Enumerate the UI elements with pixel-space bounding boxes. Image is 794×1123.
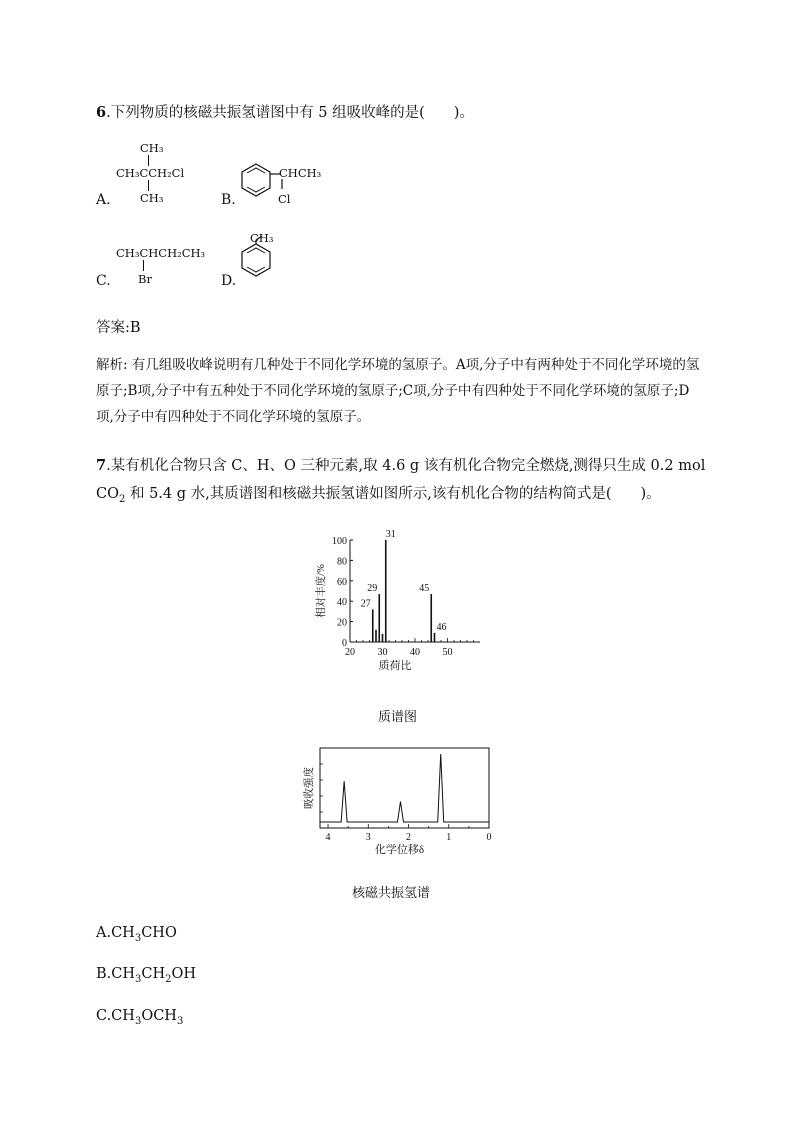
benzene-ring-icon — [242, 164, 270, 196]
x-tick-label: 2 — [406, 832, 412, 843]
y-tick-label: 40 — [337, 597, 347, 609]
x-tick-label: 1 — [446, 832, 452, 843]
y-tick-label: 100 — [332, 536, 347, 547]
x-axis-label: 化学位移δ — [374, 844, 425, 856]
option-c-label: C. — [96, 273, 111, 289]
option-c-main: CH₃CHCH₂CH₃ — [116, 246, 206, 260]
y-axis-label: 相对丰度/% — [316, 564, 327, 618]
peak-label: 31 — [385, 529, 396, 540]
option-b-label: B. — [221, 192, 236, 208]
subscript: 3 — [134, 1015, 142, 1027]
option-text: CHO — [141, 925, 177, 941]
option-text: CH — [141, 966, 166, 982]
option-text: C.CH — [96, 1008, 135, 1024]
y-tick-label: 20 — [337, 617, 347, 629]
question-6-stem — [96, 101, 474, 122]
subscript: 3 — [135, 973, 142, 985]
answer: 答案:B — [96, 320, 141, 336]
x-tick-label: 20 — [345, 647, 355, 658]
nmr-spectrum-chart — [300, 740, 500, 860]
q7-option-c — [96, 1008, 183, 1027]
explanation: 解析: 有几组吸收峰说明有几种处于不同化学环境的氢原子。A项,分子中有两种处于不同化学环境的氢原子;B项,分子中有五种处于不同化学环境的氢原子;C项,分子中有四种处于不同化学环境的氢原子;D项,分子中有四种处于不同化学环境的氢原子。 — [96, 357, 700, 425]
q7-option-a — [96, 925, 177, 944]
benzene-ring-icon — [242, 244, 270, 276]
spectrum-line — [320, 754, 489, 822]
q7-option-b — [96, 966, 196, 985]
methyl-top: CH₃ — [140, 141, 164, 155]
main-chain: CH₃CCH₂Cl — [116, 166, 185, 180]
x-tick-label: 0 — [486, 832, 492, 843]
question-text-cont: 和 5.4 g 水,其质谱图和核磁共振氢谱如图所示,该有机化合物的结构简式是( )。 — [125, 486, 661, 502]
option-c-bond — [143, 260, 144, 271]
question-7-stem-line1 — [96, 454, 705, 475]
y-axis-label: 吸收强度 — [304, 767, 315, 809]
mass-spectrum-caption: 质谱图 — [378, 710, 418, 725]
option-text: OH — [171, 966, 197, 982]
subscript: 3 — [176, 1015, 184, 1027]
option-d-label: D. — [221, 273, 237, 289]
option-b-sub: Cl — [278, 192, 291, 206]
subscript: 2 — [118, 493, 126, 505]
y-tick-label: 0 — [342, 638, 347, 649]
question-7-stem-line2 — [96, 482, 661, 505]
option-c-sub: Br — [138, 272, 152, 286]
question-number: 7 — [96, 457, 107, 474]
x-tick-label: 40 — [410, 647, 420, 658]
question-text: .下列物质的核磁共振氢谱图中有 5 组吸收峰的是( )。 — [106, 105, 474, 121]
x-tick-label: 30 — [377, 647, 388, 658]
question-number: 6 — [96, 104, 107, 121]
x-tick-label: 50 — [442, 647, 453, 658]
y-tick-label: 80 — [337, 556, 347, 568]
subscript: 2 — [165, 973, 172, 985]
option-text: B.CH — [96, 966, 136, 982]
option-text: A.CH — [96, 925, 135, 941]
y-tick-label: 60 — [337, 576, 347, 588]
x-tick-label: 4 — [325, 832, 331, 843]
subscript: 3 — [134, 932, 142, 944]
co2-formula: CO — [96, 486, 119, 502]
plot-frame — [320, 748, 489, 828]
peak-label: 46 — [436, 621, 447, 633]
mass-spectrum-chart — [300, 522, 500, 682]
option-a-structure — [116, 138, 216, 208]
methyl-bottom: CH₃ — [140, 191, 164, 205]
nmr-spectrum-caption: 核磁共振氢谱 — [352, 886, 431, 901]
x-tick-label: 3 — [365, 832, 371, 843]
peak-label: 29 — [367, 583, 378, 595]
option-b-main: CHCH₃ — [279, 166, 322, 180]
option-a-label: A. — [96, 192, 111, 208]
question-text: .某有机化合物只含 C、H、O 三种元素,取 4.6 g 该有机化合物完全燃烧,测得只生成 0.2 mol — [106, 458, 706, 474]
peak-label: 27 — [360, 598, 371, 610]
bond-top — [148, 155, 149, 166]
option-text: OCH — [141, 1008, 177, 1024]
x-axis-label: 质荷比 — [378, 660, 412, 672]
option-d-sub: CH₃ — [250, 231, 274, 245]
peak-label: 45 — [419, 583, 430, 595]
bond-bottom — [148, 180, 149, 191]
